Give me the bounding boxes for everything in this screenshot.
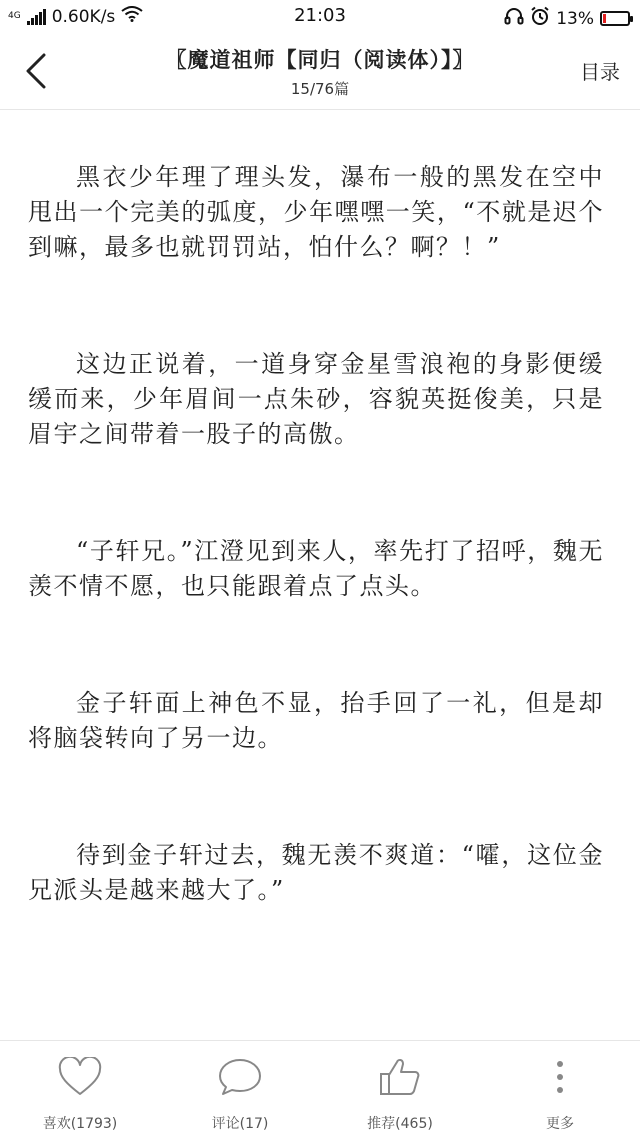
network-speed: 0.60K/s (51, 6, 116, 27)
like-button[interactable] (0, 1041, 160, 1138)
paragraph: 金子轩面上神色不显，抬手回了一礼，但是却将脑袋转向了另一边。 (28, 689, 604, 752)
like-label: 喜欢(1793) (42, 1116, 118, 1132)
alarm-icon (530, 6, 550, 31)
more-label: 更多 (546, 1116, 574, 1132)
headset-icon (504, 7, 524, 30)
more-vertical-icon (555, 1059, 565, 1095)
book-title: 〖魔道祖师【同归（阅读体）】〗 (165, 48, 475, 72)
heart-icon (57, 1057, 103, 1097)
paragraph: 待到金子轩过去，魏无羡不爽道：“嚯，这位金兄派头是越来越大了。” (28, 841, 604, 904)
chapter-progress: 15/76篇 (290, 80, 350, 98)
recommend-button[interactable] (320, 1041, 480, 1138)
thumbs-up-icon (378, 1056, 422, 1098)
bottom-action-bar (0, 1040, 640, 1138)
paragraph: 这边正说着，一道身穿金星雪浪袍的身影便缓缓而来，少年眉间一点朱砂，容貌英挺俊美，只是眉宇之间带着一股子的高傲。 (28, 350, 604, 448)
paragraph: 黑衣少年理了理头发，瀑布一般的黑发在空中甩出一个完美的弧度，少年嘿嘿一笑，“不就是迟个到嘛，最多也就罚罚站，怕什么？啊？！” (28, 163, 604, 261)
status-right (504, 6, 630, 31)
battery-level (603, 14, 606, 23)
more-button[interactable] (480, 1041, 640, 1138)
comment-label: 评论(17) (211, 1116, 269, 1132)
reader-header (0, 34, 640, 110)
comment-button[interactable] (160, 1041, 320, 1138)
chevron-left-icon (25, 53, 47, 89)
reading-content (28, 160, 604, 990)
network-type-label: 4G (8, 11, 21, 21)
paragraph: “子轩兄。”江澄见到来人，率先打了招呼，魏无羡不情不愿，也只能跟着点了点头。 (28, 537, 604, 600)
status-time: 21:03 (294, 5, 346, 26)
table-of-contents-button[interactable]: 目录 (580, 60, 620, 84)
recommend-label: 推荐(465) (367, 1116, 433, 1132)
title-block (80, 44, 560, 99)
back-button[interactable] (16, 46, 56, 96)
speech-bubble-icon (217, 1056, 263, 1098)
battery-icon (600, 11, 630, 26)
status-bar (0, 0, 640, 34)
battery-percent: 13% (556, 8, 594, 29)
